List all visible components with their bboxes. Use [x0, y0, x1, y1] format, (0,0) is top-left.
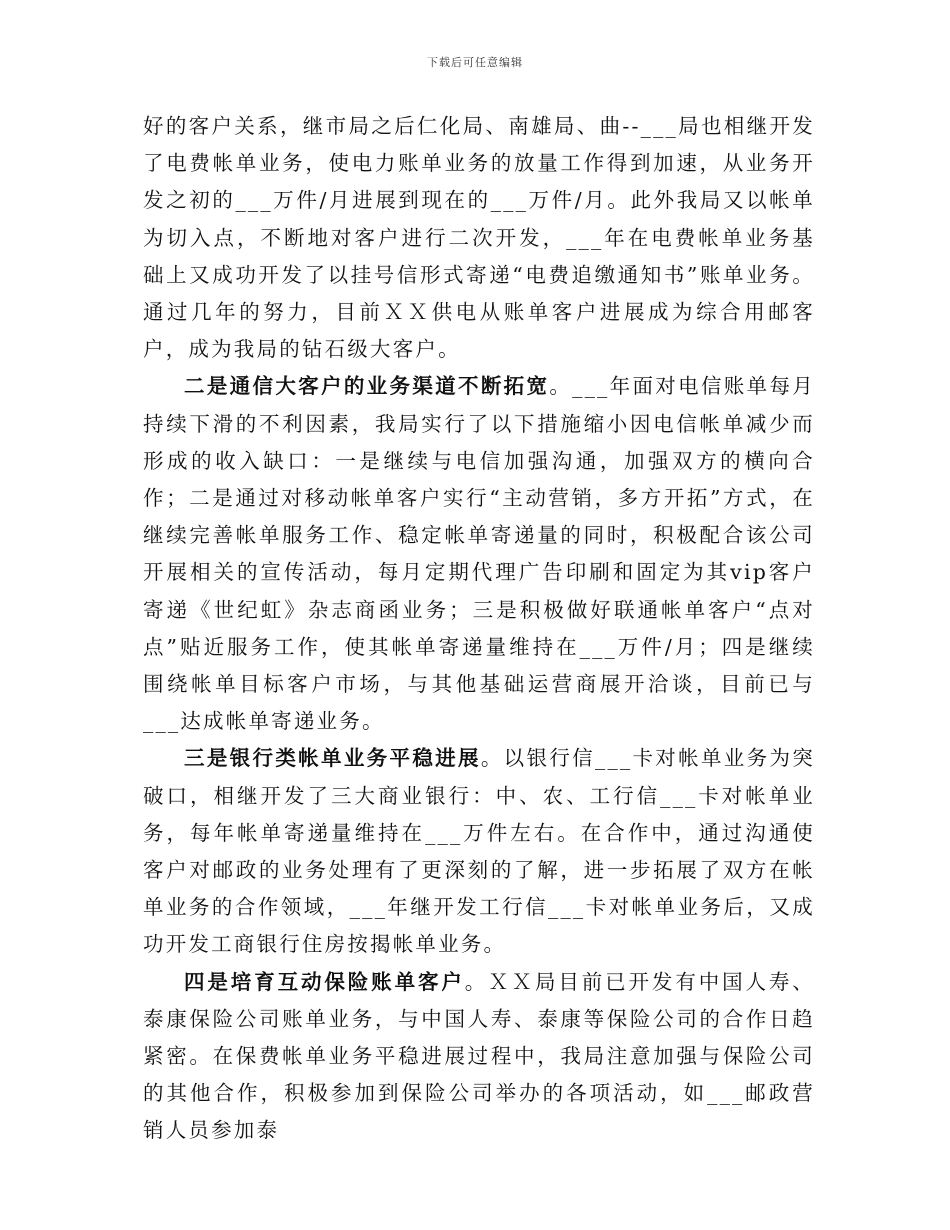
paragraph-lead: 四是培育互动保险账单客户	[184, 969, 465, 994]
paragraph-text: 。ＸＸ局目前已开发有中国人寿、泰康保险公司账单业务，与中国人寿、泰康等保险公司的合作日趋紧密。在保费帐单业务平稳进展过程中，我局注意加强与保险公司的其他合作，积极参加到保险公司举办的各项活动，如___邮政营销人员参加泰	[143, 969, 816, 1143]
paragraph-3	[143, 740, 815, 963]
paragraph-1	[143, 108, 815, 368]
paragraph-2	[143, 368, 815, 740]
page-header: 下载后可任意编辑	[427, 56, 523, 69]
paragraph-text: 好的客户关系，继市局之后仁化局、南雄局、曲--___局也相继开发了电费帐单业务，使电力账单业务的放量工作得到加速，从业务开发之初的___万件/月进展到现在的___万件/月。此外我局又以帐单为切入点，不断地对客户进行二次开发，___年在电费帐单业务基础上又成功开发了以挂号信形式寄递“电费追缴通知书”账单业务。通过几年的努力，目前ＸＸ供电从账单客户进展成为综合用邮客户，成为我局的钻石级大客户。	[143, 114, 815, 362]
paragraph-4	[143, 964, 815, 1150]
paragraph-text: 。___年面对电信账单每月持续下滑的不利因素，我局实行了以下措施缩小因电信帐单减少而形成的收入缺口：一是继续与电信加强沟通，加强双方的横向合作；二是通过对移动帐单客户实行“主动营销，多方开拓”方式，在继续完善帐单服务工作、稳定帐单寄递量的同时，积极配合该公司开展相关的宣传活动，每月定期代理广告印刷和固定为其vip客户寄递《世纪虹》杂志商函业务；三是积极做好联通帐单客户“点对点”贴近服务工作，使其帐单寄递量维持在___万件/月；四是继续围绕帐单目标客户市场，与其他基础运营商展开洽谈，目前已与___达成帐单寄递业务。	[143, 374, 815, 734]
paragraph-lead: 三是银行类帐单业务平稳进展	[184, 746, 481, 771]
paragraph-text: 。以银行信___卡对帐单业务为突破口，相继开发了三大商业银行：中、农、工行信___卡对帐单业务，每年帐单寄递量维持在___万件左右。在合作中，通过沟通使客户对邮政的业务处理有了更深刻的了解，进一步拓展了双方在帐单业务的合作领域，___年继开发工行信___卡对帐单业务后，又成功开发工商银行住房按揭帐单业务。	[143, 746, 815, 957]
paragraph-lead: 二是通信大客户的业务渠道不断拓宽	[184, 374, 550, 399]
document-body	[143, 108, 815, 1150]
